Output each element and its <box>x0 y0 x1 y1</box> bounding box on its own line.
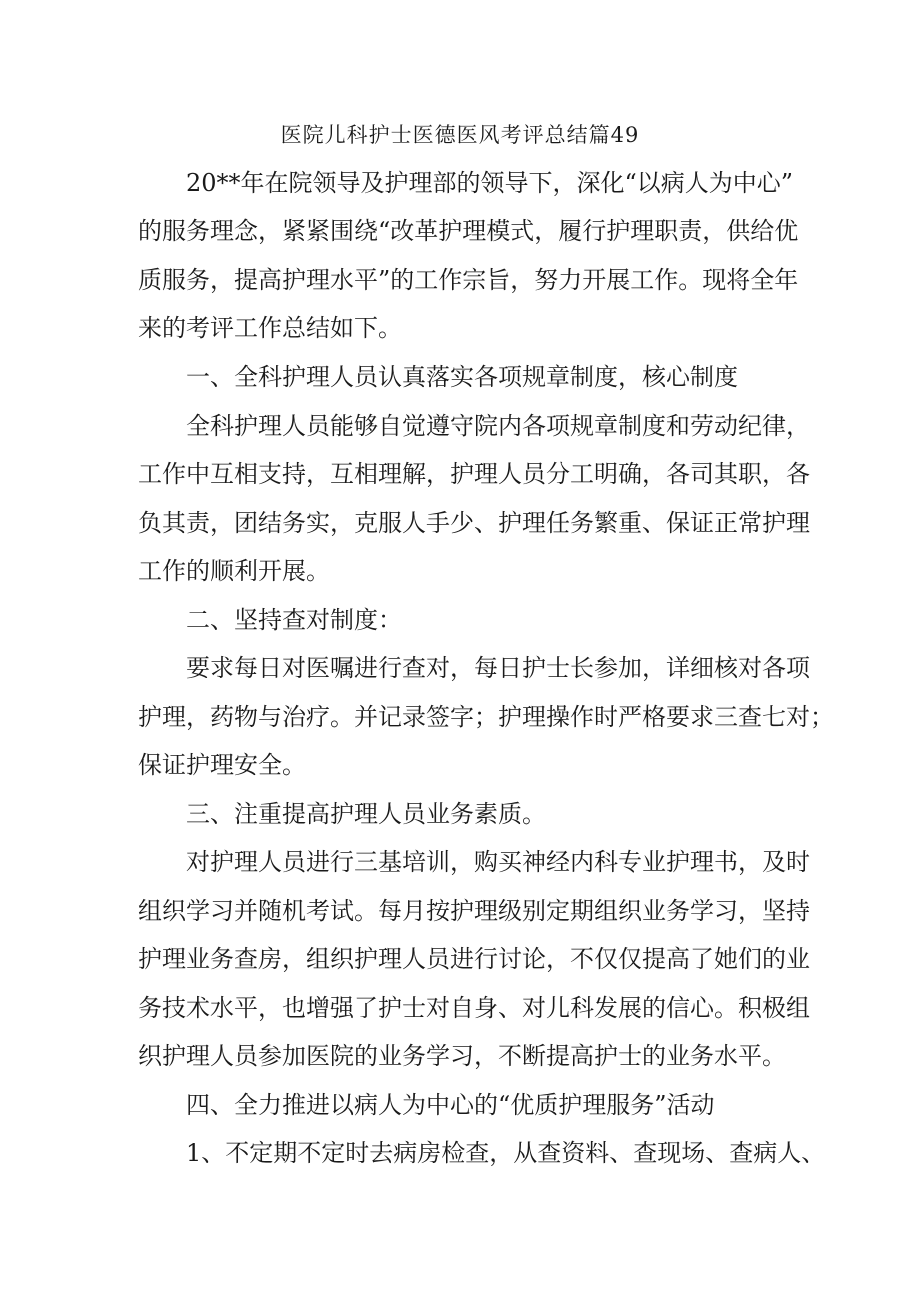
paragraph-line: 全科护理人员能够自觉遵守院内各项规章制度和劳动纪律， <box>186 412 810 440</box>
paragraph-line: 工作中互相支持，互相理解，护理人员分工明确，各司其职，各 <box>138 460 810 488</box>
paragraph-line: 组织学习并随机考试。每月按护理级别定期组织业务学习，坚持 <box>138 897 810 925</box>
section-heading: 二、坚持查对制度： <box>186 606 402 634</box>
paragraph-line: 护理业务查房，组织护理人员进行讨论，不仅仅提高了她们的业 <box>138 945 810 973</box>
paragraph-line: 保证护理安全。 <box>138 751 306 779</box>
paragraph-line: 务技术水平，也增强了护士对自身、对儿科发展的信心。积极组 <box>138 994 810 1022</box>
paragraph-line: 要求每日对医嘱进行查对，每日护士长参加，详细核对各项 <box>186 654 810 682</box>
paragraph-line: 1、不定期不定时去病房检查，从查资料、查现场、查病人、 <box>186 1139 826 1167</box>
paragraph-line: 负其责，团结务实，克服人手少、护理任务繁重、保证正常护理 <box>138 509 810 537</box>
document-title: 医院儿科护士医德医风考评总结篇49 <box>280 123 640 147</box>
section-heading: 三、注重提高护理人员业务素质。 <box>186 800 546 828</box>
paragraph-line: 质服务，提高护理水平”的工作宗旨，努力开展工作。现将全年 <box>138 266 799 294</box>
paragraph-line: 护理，药物与治疗。并记录签字；护理操作时严格要求三查七对； <box>138 703 834 731</box>
paragraph-line: 20**年在院领导及护理部的领导下，深化“以病人为中心” <box>186 169 794 197</box>
paragraph-line: 织护理人员参加医院的业务学习，不断提高护士的业务水平。 <box>138 1042 786 1070</box>
paragraph-line: 来的考评工作总结如下。 <box>138 314 402 342</box>
paragraph-line: 对护理人员进行三基培训，购买神经内科专业护理书，及时 <box>186 848 810 876</box>
paragraph-line: 工作的顺利开展。 <box>138 557 330 585</box>
paragraph-line: 的服务理念，紧紧围绕“改革护理模式，履行护理职责，供给优 <box>138 217 799 245</box>
section-heading: 一、全科护理人员认真落实各项规章制度，核心制度 <box>186 363 738 391</box>
section-heading: 四、全力推进以病人为中心的“优质护理服务”活动 <box>186 1091 715 1119</box>
